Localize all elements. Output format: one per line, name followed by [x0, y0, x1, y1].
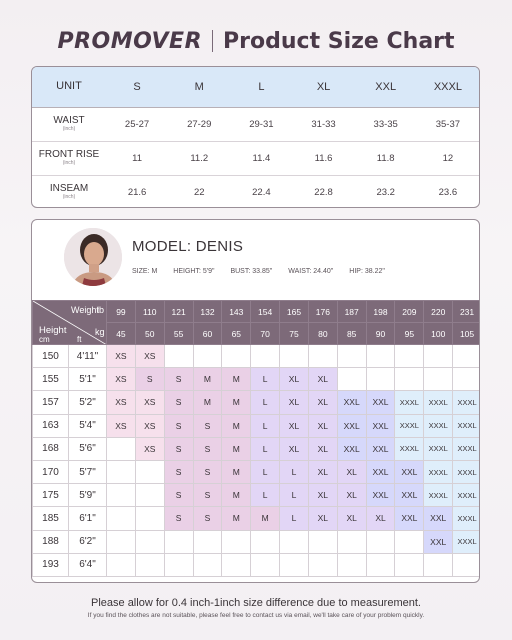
- measure-name: FRONT RISE: [38, 149, 100, 161]
- measure-value: 22: [193, 186, 205, 198]
- weight-kg-header: 85: [337, 323, 366, 345]
- size-measurement-table: [32, 67, 479, 208]
- measure-value: 12: [442, 152, 454, 164]
- size-cell: M: [222, 437, 251, 460]
- cm-unit-label: cm: [39, 335, 50, 344]
- size-cell: XS: [135, 437, 164, 460]
- size-cell: M: [222, 507, 251, 530]
- size-cell: S: [193, 414, 222, 437]
- height-cm: 193: [33, 553, 69, 576]
- size-cell: S: [135, 368, 164, 391]
- measure-unit: (inch): [62, 193, 76, 200]
- size-header-row: [32, 67, 479, 107]
- size-cell: L: [251, 368, 280, 391]
- size-cell: L: [251, 437, 280, 460]
- size-cell: [193, 530, 222, 553]
- size-row: [32, 175, 479, 208]
- weight-kg-header: 100: [424, 323, 453, 345]
- measure-name: INSEAM: [49, 183, 89, 195]
- measure-value: 11.2: [190, 152, 209, 164]
- size-cell: [107, 507, 136, 530]
- size-measurement-card: [31, 66, 480, 208]
- weight-kg-header: 90: [366, 323, 395, 345]
- grid-row: [33, 460, 481, 483]
- size-cell: [395, 530, 424, 553]
- size-cell: S: [164, 507, 193, 530]
- size-cell: [107, 484, 136, 507]
- size-grid-table: [32, 300, 480, 577]
- weight-lb-header: 220: [424, 301, 453, 323]
- measure-value: 29-31: [249, 118, 274, 130]
- size-cell: L: [251, 484, 280, 507]
- size-header-xxl: XXL: [355, 67, 417, 107]
- size-cell: XL: [280, 368, 309, 391]
- size-cell: [366, 553, 395, 576]
- model-avatar: [64, 228, 122, 286]
- size-cell: [251, 530, 280, 553]
- size-cell: [453, 368, 480, 391]
- size-cell: [395, 345, 424, 368]
- height-ft: 6'4": [69, 553, 107, 576]
- size-cell: [164, 553, 193, 576]
- size-cell: [251, 553, 280, 576]
- height-cm: 150: [33, 345, 69, 368]
- grid-row: [33, 507, 481, 530]
- size-cell: XS: [107, 368, 136, 391]
- measure-label: [32, 141, 106, 175]
- size-cell: S: [193, 437, 222, 460]
- size-cell: XXL: [366, 460, 395, 483]
- size-cell: [395, 368, 424, 391]
- weight-kg-header: 95: [395, 323, 424, 345]
- weight-lb-header: 99: [107, 301, 136, 323]
- size-cell: XXXL: [453, 391, 480, 414]
- measure-label: [32, 175, 106, 208]
- weight-lb-header: 231: [453, 301, 480, 323]
- size-cell: XL: [308, 368, 337, 391]
- model-stat: SIZE: M: [132, 268, 158, 275]
- size-cell: [135, 460, 164, 483]
- measure-value: 35-37: [435, 118, 461, 130]
- size-cell: [135, 553, 164, 576]
- grid-row: [33, 437, 481, 460]
- height-ft: 5'4": [69, 414, 107, 437]
- size-cell: [164, 345, 193, 368]
- grid-corner: [33, 301, 107, 345]
- size-cell: XL: [308, 460, 337, 483]
- size-cell: XXL: [366, 437, 395, 460]
- height-cm: 185: [33, 507, 69, 530]
- size-cell: [337, 345, 366, 368]
- size-cell: XS: [135, 414, 164, 437]
- size-cell: XXL: [366, 391, 395, 414]
- size-cell: [135, 484, 164, 507]
- size-cell: [107, 530, 136, 553]
- size-cell: [308, 553, 337, 576]
- size-cell: XL: [337, 460, 366, 483]
- size-cell: XXXL: [453, 484, 480, 507]
- size-cell: XL: [308, 484, 337, 507]
- size-cell: [107, 437, 136, 460]
- height-ft: 6'1": [69, 507, 107, 530]
- footer-note: Please allow for 0.4 inch-1inch size difference due to measurement.: [91, 597, 421, 609]
- measure-value: 31-33: [311, 118, 336, 130]
- size-cell: XXL: [395, 507, 424, 530]
- size-cell: [107, 553, 136, 576]
- size-cell: S: [164, 414, 193, 437]
- measure-unit: (inch): [62, 125, 76, 132]
- size-cell: [193, 553, 222, 576]
- height-ft: 5'2": [69, 391, 107, 414]
- height-cm: 168: [33, 437, 69, 460]
- size-cell: XS: [107, 414, 136, 437]
- model-portrait-icon: [64, 228, 122, 286]
- size-cell: XXXL: [395, 391, 424, 414]
- grid-row: [33, 391, 481, 414]
- weight-kg-header: 45: [107, 323, 136, 345]
- measure-value: 21.6: [127, 186, 147, 198]
- size-cell: M: [222, 484, 251, 507]
- size-cell: [395, 553, 424, 576]
- height-ft: 5'9": [69, 484, 107, 507]
- measure-value: 22.8: [314, 186, 333, 198]
- size-cell: XXXL: [395, 437, 424, 460]
- kg-unit-label: kg: [95, 327, 105, 337]
- size-cell: XL: [280, 391, 309, 414]
- size-cell: M: [193, 391, 222, 414]
- size-cell: [280, 553, 309, 576]
- measure-unit: (inch): [62, 159, 76, 166]
- size-cell: [107, 460, 136, 483]
- size-cell: XXXL: [424, 414, 453, 437]
- height-cm: 175: [33, 484, 69, 507]
- height-ft: 5'6": [69, 437, 107, 460]
- size-cell: [308, 345, 337, 368]
- size-cell: [135, 507, 164, 530]
- height-cm: 170: [33, 460, 69, 483]
- measure-value: 23.6: [438, 186, 458, 198]
- weight-kg-header: 50: [135, 323, 164, 345]
- size-cell: XXXL: [424, 484, 453, 507]
- size-cell: [280, 530, 309, 553]
- size-header-s: S: [106, 67, 168, 107]
- size-cell: L: [280, 484, 309, 507]
- size-cell: [337, 553, 366, 576]
- grid-row: [33, 484, 481, 507]
- size-cell: M: [222, 391, 251, 414]
- weight-kg-header: 105: [453, 323, 480, 345]
- height-cm: 157: [33, 391, 69, 414]
- size-cell: XL: [337, 507, 366, 530]
- size-cell: XL: [308, 507, 337, 530]
- measure-value: 11.6: [314, 152, 333, 164]
- size-cell: XXL: [424, 507, 453, 530]
- size-cell: [280, 345, 309, 368]
- weight-kg-header: 60: [193, 323, 222, 345]
- weight-lb-header: 110: [135, 301, 164, 323]
- size-cell: M: [193, 368, 222, 391]
- model-info: [32, 220, 480, 300]
- size-cell: [366, 345, 395, 368]
- size-cell: XS: [135, 391, 164, 414]
- size-cell: XXL: [424, 530, 453, 553]
- unit-header: UNIT: [32, 67, 106, 107]
- grid-row: [33, 553, 481, 576]
- size-cell: [193, 345, 222, 368]
- size-cell: S: [164, 368, 193, 391]
- size-cell: S: [164, 484, 193, 507]
- weight-kg-header: 55: [164, 323, 193, 345]
- height-cm: 163: [33, 414, 69, 437]
- size-cell: XXL: [395, 484, 424, 507]
- page-title: Product Size Chart: [223, 28, 455, 54]
- measure-value: 11.4: [252, 152, 271, 164]
- size-cell: [366, 530, 395, 553]
- model-stat: BUST: 33.85": [230, 268, 273, 275]
- size-cell: XXXL: [424, 460, 453, 483]
- height-cm: 188: [33, 530, 69, 553]
- size-cell: XXXL: [453, 460, 480, 483]
- size-cell: XL: [308, 437, 337, 460]
- measure-value: 11.8: [376, 152, 395, 164]
- lb-unit-label: lb: [97, 305, 105, 315]
- size-cell: XXL: [337, 437, 366, 460]
- size-cell: [337, 368, 366, 391]
- page-header: [0, 24, 512, 58]
- size-cell: S: [164, 460, 193, 483]
- measure-name: WAIST: [53, 115, 85, 127]
- weight-lb-header: 187: [337, 301, 366, 323]
- size-cell: S: [164, 391, 193, 414]
- size-cell: [222, 553, 251, 576]
- measure-value: 11: [132, 152, 143, 164]
- height-label: Height: [39, 325, 67, 336]
- weight-lb-header: 209: [395, 301, 424, 323]
- size-cell: S: [193, 460, 222, 483]
- fit-guide-card: [31, 219, 480, 583]
- model-stat: HIP: 38.22": [349, 268, 385, 275]
- size-cell: XS: [107, 345, 136, 368]
- size-cell: XXXL: [453, 530, 480, 553]
- size-cell: XXXL: [424, 437, 453, 460]
- size-cell: XS: [135, 345, 164, 368]
- size-cell: XXXL: [453, 507, 480, 530]
- model-stat: WAIST: 24.40": [288, 268, 334, 275]
- height-ft: 4'11": [69, 345, 107, 368]
- size-cell: XXL: [366, 484, 395, 507]
- size-cell: XL: [280, 414, 309, 437]
- size-cell: [164, 530, 193, 553]
- size-cell: [453, 345, 480, 368]
- weight-lb-header: 132: [193, 301, 222, 323]
- size-header-m: M: [168, 67, 230, 107]
- measure-value: 23.2: [376, 186, 395, 198]
- size-cell: XXXL: [424, 391, 453, 414]
- size-cell: S: [193, 507, 222, 530]
- size-cell: XL: [366, 507, 395, 530]
- brand-logo: PROMOVER: [57, 28, 203, 54]
- size-cell: XL: [308, 391, 337, 414]
- weight-kg-header: 80: [308, 323, 337, 345]
- size-header-xxxl: XXXL: [417, 67, 479, 107]
- weight-lb-header: 121: [164, 301, 193, 323]
- size-cell: M: [222, 414, 251, 437]
- size-cell: [222, 530, 251, 553]
- grid-row: [33, 414, 481, 437]
- size-cell: XXL: [337, 414, 366, 437]
- weight-lb-header: 143: [222, 301, 251, 323]
- size-cell: M: [251, 507, 280, 530]
- size-cell: M: [222, 460, 251, 483]
- size-cell: XL: [280, 437, 309, 460]
- size-cell: [424, 553, 453, 576]
- grid-row: [33, 368, 481, 391]
- size-cell: XL: [308, 414, 337, 437]
- model-stat: HEIGHT: 5'9": [173, 268, 215, 275]
- model-stats: [132, 268, 385, 275]
- weight-kg-header: 75: [280, 323, 309, 345]
- grid-row: [33, 345, 481, 368]
- size-row: [32, 141, 479, 175]
- measure-value: 22.4: [252, 186, 271, 198]
- size-cell: L: [280, 507, 309, 530]
- size-cell: [453, 553, 480, 576]
- size-cell: [222, 345, 251, 368]
- size-header-xl: XL: [292, 67, 354, 107]
- footer-contact-note: If you find the clothes are not suitable, please feel free to contact us via email, we'll take care of your problem quickly.: [87, 612, 425, 619]
- weight-lb-header: 154: [251, 301, 280, 323]
- size-cell: XXXL: [453, 437, 480, 460]
- size-cell: L: [251, 414, 280, 437]
- height-weight-grid: [32, 300, 480, 583]
- weight-kg-header: 70: [251, 323, 280, 345]
- size-cell: L: [251, 391, 280, 414]
- size-cell: [308, 530, 337, 553]
- weight-kg-header: 65: [222, 323, 251, 345]
- size-cell: XXXL: [395, 414, 424, 437]
- size-cell: XXXL: [453, 414, 480, 437]
- grid-row: [33, 530, 481, 553]
- measure-value: 27-29: [187, 118, 212, 130]
- size-cell: L: [251, 460, 280, 483]
- header-divider: [212, 30, 213, 52]
- size-cell: [424, 368, 453, 391]
- size-cell: XXL: [337, 391, 366, 414]
- height-ft: 5'7": [69, 460, 107, 483]
- size-cell: M: [222, 368, 251, 391]
- model-name: MODEL: DENIS: [132, 238, 244, 255]
- measure-value: 33-35: [373, 118, 398, 130]
- weight-lb-header: 165: [280, 301, 309, 323]
- size-cell: L: [280, 460, 309, 483]
- size-cell: [337, 530, 366, 553]
- size-cell: S: [164, 437, 193, 460]
- height-ft: 5'1": [69, 368, 107, 391]
- size-header-l: L: [230, 67, 292, 107]
- size-cell: XXL: [366, 414, 395, 437]
- ft-unit-label: ft: [77, 335, 82, 344]
- size-cell: XXL: [395, 460, 424, 483]
- size-row: [32, 107, 479, 141]
- height-ft: 6'2": [69, 530, 107, 553]
- size-cell: [424, 345, 453, 368]
- weight-lb-header: 176: [308, 301, 337, 323]
- size-cell: XL: [337, 484, 366, 507]
- size-cell: S: [193, 484, 222, 507]
- measure-label: [32, 107, 106, 141]
- size-cell: [135, 530, 164, 553]
- size-cell: [251, 345, 280, 368]
- weight-label: Weight: [71, 305, 99, 315]
- size-cell: [366, 368, 395, 391]
- size-cell: XS: [107, 391, 136, 414]
- measure-value: 25-27: [124, 118, 150, 130]
- weight-lb-header: 198: [366, 301, 395, 323]
- height-cm: 155: [33, 368, 69, 391]
